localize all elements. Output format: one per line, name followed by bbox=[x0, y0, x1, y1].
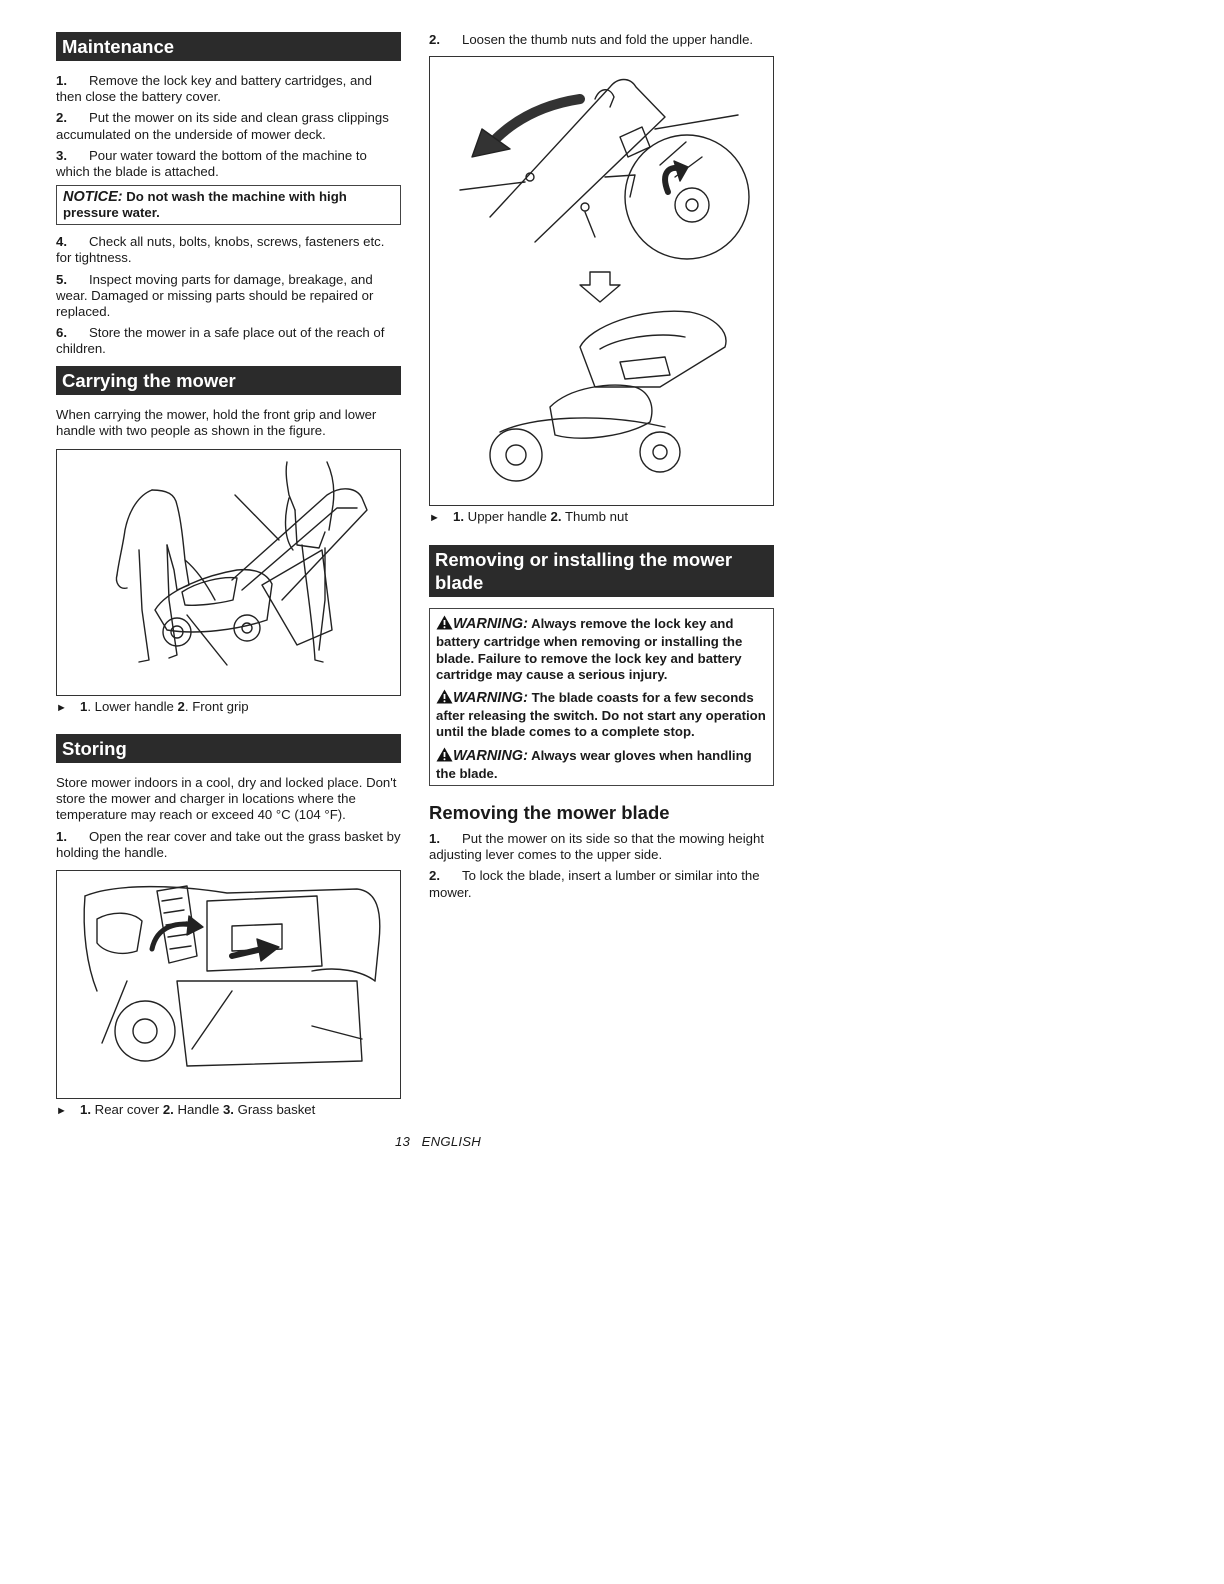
triangle-right-icon: ► bbox=[429, 512, 440, 525]
page-footer bbox=[395, 1134, 481, 1149]
warning-box bbox=[429, 608, 774, 786]
storing-illustration bbox=[57, 871, 400, 1098]
carrying-caption: ► 1. Lower handle 2. Front grip bbox=[56, 699, 249, 715]
blade-section-heading: Removing or installing the mower blade bbox=[429, 545, 774, 597]
removing-blade-heading: Removing the mower blade bbox=[429, 802, 670, 824]
removing-step-1: 1. Put the mower on its side so that the mowing height adjusting lever comes to the upper side. bbox=[429, 831, 765, 863]
removing-step-2: 2. To lock the blade, insert a lumber or similar into the mower. bbox=[429, 868, 760, 900]
warning-triangle-icon bbox=[436, 747, 453, 766]
carrying-heading: Carrying the mower bbox=[56, 366, 401, 395]
maintenance-step-6: 6. Store the mower in a safe place out of the reach of children. bbox=[56, 325, 385, 357]
footer-language: ENGLISH bbox=[421, 1134, 481, 1149]
triangle-right-icon: ► bbox=[56, 702, 67, 715]
storing-heading: Storing bbox=[56, 734, 401, 763]
triangle-right-icon: ► bbox=[56, 1105, 67, 1118]
warning-3: WARNING: Always wear gloves when handling the blade. bbox=[436, 747, 752, 781]
maintenance-step-1: 1. Remove the lock key and battery cartridges, and then close the battery cover. bbox=[56, 73, 372, 105]
storing-step-1: 1. Open the rear cover and take out the grass basket by holding the handle. bbox=[56, 828, 401, 860]
storing-caption: ► 1. Rear cover 2. Handle 3. Grass basket bbox=[56, 1102, 316, 1118]
maintenance-step-2: 2. Put the mower on its side and clean grass clippings accumulated on the underside of mower deck. bbox=[56, 110, 389, 142]
fold-handle-illustration bbox=[430, 57, 773, 505]
carrying-text: When carrying the mower, hold the front grip and lower handle with two people as shown in the figure. bbox=[56, 406, 377, 438]
maintenance-heading: Maintenance bbox=[56, 32, 401, 61]
storing-figure bbox=[56, 870, 401, 1099]
carrying-illustration bbox=[57, 450, 400, 695]
warning-2: WARNING: The blade coasts for a few seconds after releasing the switch. Do not start any operation until the blade comes to a complete stop. bbox=[436, 690, 766, 740]
maintenance-step-5: 5. Inspect moving parts for damage, breakage, and wear. Damaged or missing parts should be repaired or replaced. bbox=[56, 271, 374, 320]
notice-box bbox=[56, 185, 401, 225]
fold-caption: ► 1. Upper handle 2. Thumb nut bbox=[429, 509, 628, 525]
maintenance-step-4: 4. Check all nuts, bolts, knobs, screws, fasteners etc. for tightness. bbox=[56, 234, 385, 266]
warning-1: WARNING: Always remove the lock key and battery cartridge when removing or installing the blade. Failure to remove the lock key and battery cartridge may cause a serious injury. bbox=[436, 616, 743, 682]
fold-handle-figure bbox=[429, 56, 774, 506]
left-column bbox=[56, 32, 401, 1119]
right-column bbox=[429, 32, 774, 901]
maintenance-step-3: 3. Pour water toward the bottom of the machine to which the blade is attached. bbox=[56, 147, 367, 180]
notice-label: NOTICE: bbox=[63, 189, 123, 206]
warning-triangle-icon bbox=[436, 615, 453, 634]
storing-text: Store mower indoors in a cool, dry and locked place. Don't store the mower and charger in locations where the temperature may reach or exceed 40 °C (104 °F). bbox=[56, 775, 397, 823]
carrying-figure bbox=[56, 449, 401, 696]
page-number: 13 bbox=[395, 1134, 411, 1149]
fold-step-2: 2. Loosen the thumb nuts and fold the upper handle. bbox=[429, 32, 754, 47]
warning-triangle-icon bbox=[436, 689, 453, 708]
notice-text: Do not wash the machine with high pressure water. bbox=[63, 189, 347, 221]
